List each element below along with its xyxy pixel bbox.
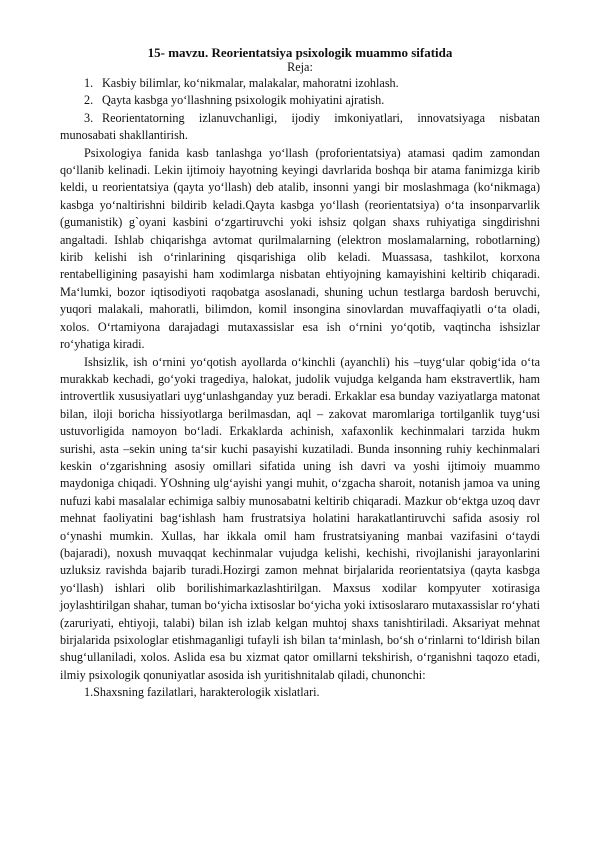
plan-item-number: 2. — [84, 93, 94, 108]
plan-item — [60, 110, 540, 145]
plan-item — [60, 75, 540, 92]
plan-heading: Reja: — [287, 60, 313, 74]
body-paragraph: Ishsizlik, ish o‘rnini yo‘qotish ayollarda o‘kinchli (ayanchli) his –tuyg‘ular qobig‘ida o‘ta murakkab kechadi, go‘yoki tragediya, halokat, judolik vujudga kelganda ham ekstravertlik, ham introvertlik xususiyatlari uyg‘unlashganday yuz beradi. Erkaklar esa bunday vaziyatlarga matonat bilan, iloji boricha hissiyotlarga berilmasdan, aql – zakovat maromlariga tortilganlik tuyg‘usi ustuvorligida namoyon bo‘ladi. Erkaklarda achinish, xafaxonlik kechinmalari tarzida hukm surishi, asta –sekin uning ta‘sir kuchi pasayishi kuzatiladi. Bunda insonning ruhiy kechinmalari keskin o‘zgarishning asosiy omillari sifatida uning ish davri va yoshi ijtimoiy muammo maydoniga chiqadi. YOshning ulg‘ayishi yangi muhit, o‘zgacha sharoit, notanish jamoa va uning nufuzi kabi masalalar echimiga salbiy munosabatni keltirib chiqaradi. Mazkur ob‘ektga uzoq davr mehnat faoliyatini bag‘ishlash ham frustratsiya holatini harakatlantiruvchi safida asosiy rol o‘ynashi mumkin. Xullas, har ikkala omil ham frustratsiyaning manbai vazifasini o‘taydi (bajaradi), noxush muvaqqat kechinmalar vujudga kelishi, kechishi, rivojlanishi jarayonlarini uzluksiz ravishda bajarib turadi.Hozirgi zamon mehnat birjalarida reorientatsiya (qayta kasbga yo‘llash) ishlari olib borilishimarkazlashtirilgan. Maxsus xodilar kompyuter xotirasiga joylashtirilgan shahar, tuman bo‘yicha ixtisoslar bo‘yicha yoki ixtisoslararo mutaxassislar ro‘yhati (zaruriyati, ehtiyoji, talabi) bilan ish izlab kelgan muhtoj shaxs tanishtiriladi. Aksariyat mehnat birjalarida psixologlar etishmaganligi tufayli ish bilan ta‘minlash, bo‘sh o‘rinlarni to‘ldirish bilan shug‘ullaniladi, xolos. Aslida esa bu xizmat qator omillarni tekshirish, o‘rganishni taqozo etadi, ilmiy psixologik qonuniyatlar asosida ish yuritishnitalab qiladi, chunonchi: — [60, 354, 540, 682]
body-paragraph: Psixologiya fanida kasb tanlashga yo‘llash (proforientatsiya) atamasi qadim zamondan qo‘llanib kelinadi. Lekin ijtimoiy hayotning keyingi davrlarida boshqa bir atama fanimizga kirib keldi, u reorientatsiya (qayta yo‘llash) deb atalib, insonni yangi bir moslashmaga (ko‘nikmaga) kasbga yo‘naltirishni bildirib keladi.Qayta kasbga yo‘llash (reorientatsiya) o‘ta insonparvarlik (gumanistik) g`oyani kasbini o‘zgartiruvchi yoki ishsiz qolgan shaxs ruhiyatiga singdirishni angaltadi. Ishlab chiqarishga avtomat qurilmalarning (elektron moslamalarning, robotlarning) kirib kelishi ish o‘rinlarining qisqarishiga olib keladi. Muassasa, tashkilot, korxona rentabelligining pasayishi ham xodimlarga nisbatan ehtiyojning kamayishini keltirib chiqaradi. Ma‘lumki, bozor iqtisodiyoti raqobatga asoslanadi, shuning uchun testlarga bardosh beruvchi, yuqori malakali, mahoratli, bilimdon, komil insongina sinovlardan muvaffaqiyatli o‘ta oladi, xolos. O‘rtamiyona darajadagi mutaxassislar esa ish o‘rnini yo‘qotib, vaqtincha ishsizlar ro‘yhatiga kiradi. — [60, 145, 540, 352]
body-paragraph: 1.Shaxsning fazilatlari, harakterologik xislatlari. — [84, 685, 320, 700]
page-title: 15- mavzu. Reorientatsiya psixologik muammo sifatida — [147, 45, 453, 60]
plan-item-text: Reorientatorning izlanuvchanligi, ijodiy imkoniyatlari, innovatsiyaga nisbatan munosabati shakllantirish. — [60, 110, 540, 143]
plan-item-text: Qayta kasbga yo‘llashning psixologik mohiyatini ajratish. — [102, 93, 385, 108]
plan-item-number: 1. — [84, 76, 94, 90]
plan-item-text: Kasbiy bilimlar, ko‘nikmalar, malakalar, mahoratni izohlash. — [102, 76, 399, 90]
plan-list — [60, 75, 540, 145]
plan-item-number: 3. — [84, 110, 94, 125]
plan-item — [60, 92, 540, 109]
